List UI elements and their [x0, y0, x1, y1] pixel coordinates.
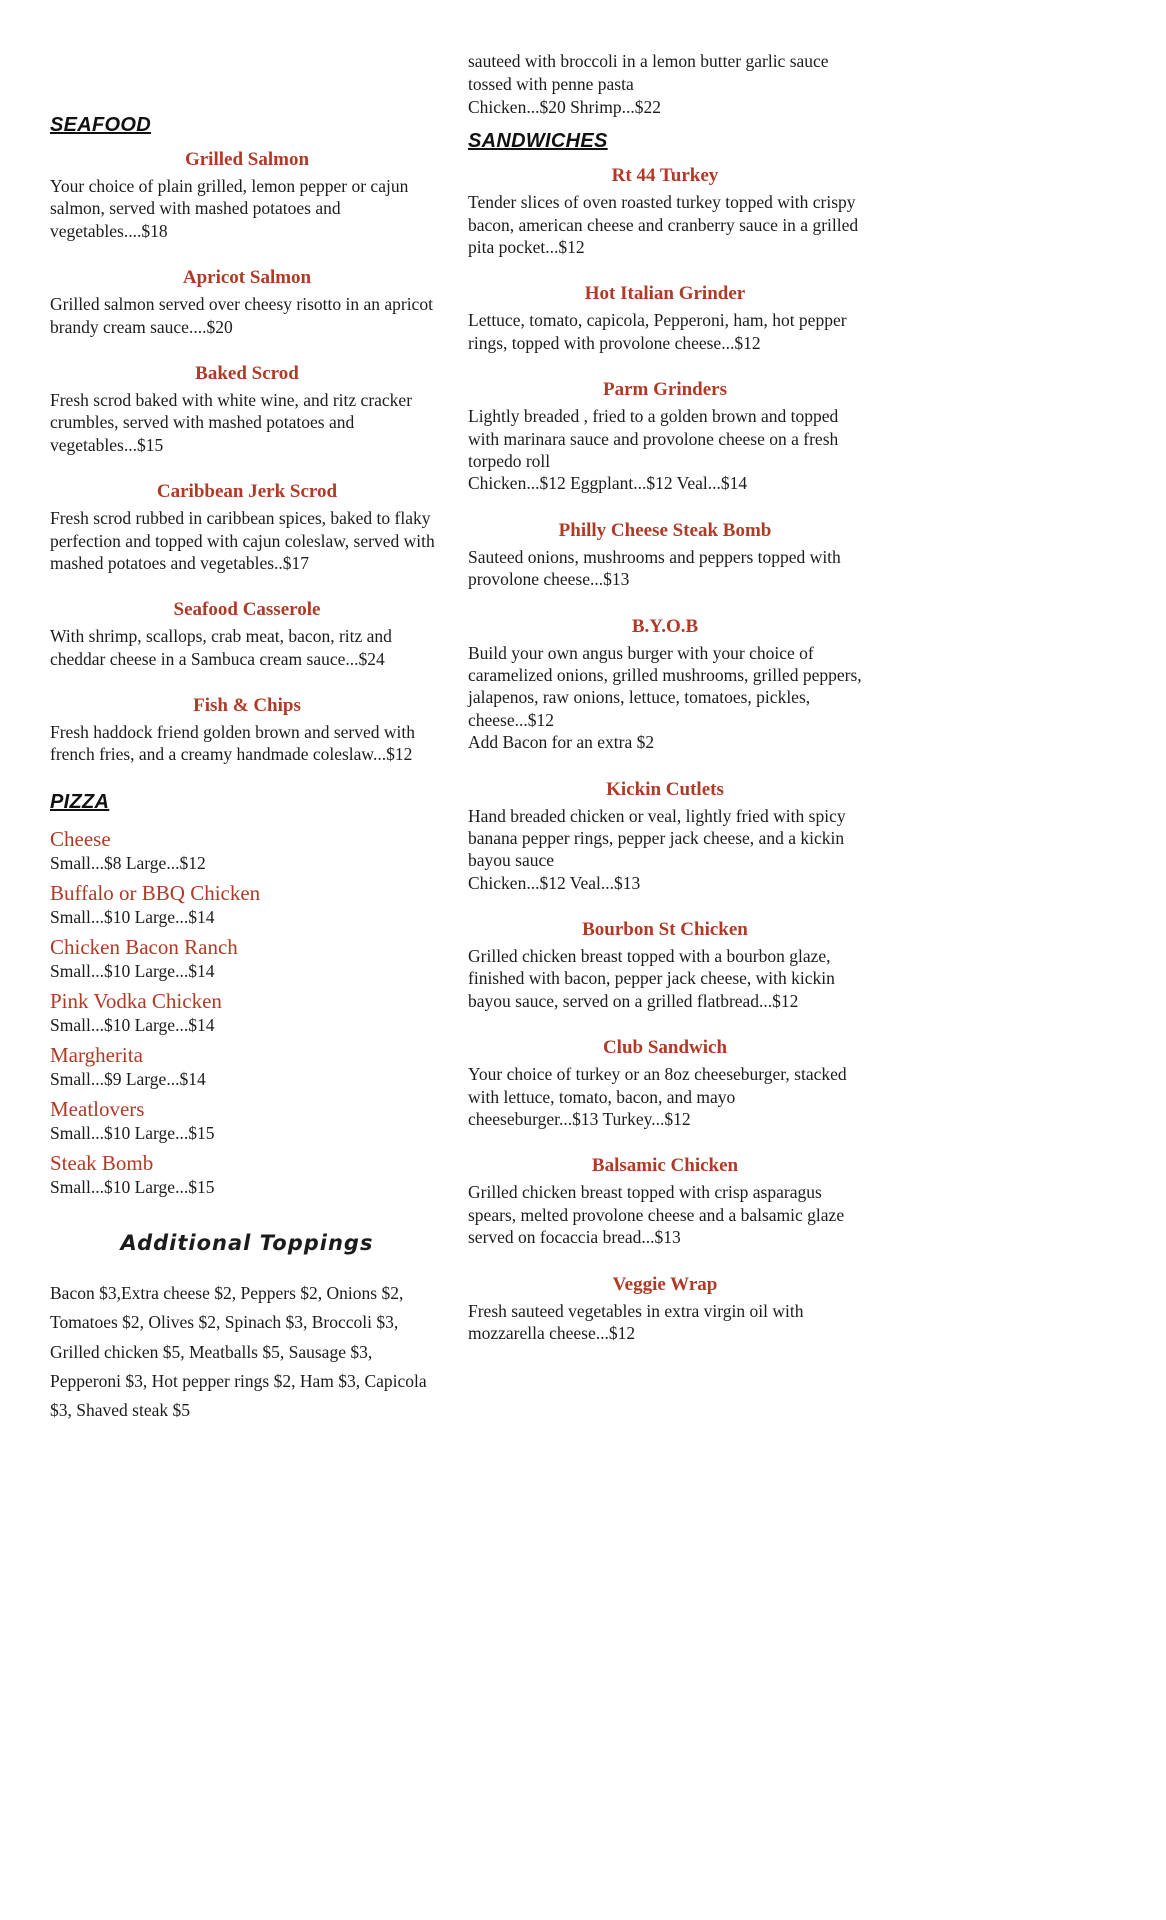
- menu-item: [50, 363, 444, 456]
- pizza-item: [50, 880, 444, 929]
- pizza-name: Margherita: [50, 1042, 143, 1067]
- item-description: Build your own angus burger with your choice of caramelized onions, grilled mushrooms, grilled peppers, jalapenos, raw onions, lettuce, tomatoes, pickles, cheese...$12: [468, 642, 862, 730]
- item-description: Fresh scrod rubbed in caribbean spices, baked to flaky perfection and topped with cajun coleslaw, served with mashed potatoes and vegetables..$17: [50, 508, 435, 573]
- pizza-item: [50, 934, 444, 983]
- pizza-item: [50, 1150, 444, 1199]
- section-heading: PIZZA: [50, 790, 110, 813]
- pizza-name: Meatlovers: [50, 1096, 145, 1121]
- menu-item: [468, 1274, 862, 1345]
- item-title: Apricot Salmon: [182, 267, 312, 289]
- item-description: Your choice of plain grilled, lemon pepper or cajun salmon, served with mashed potatoes and vegetables....$18: [50, 176, 409, 241]
- menu-item: [468, 919, 862, 1012]
- pizza-sizes: Small...$10 Large...$14: [50, 907, 215, 928]
- script-heading: Additional Toppings: [120, 1230, 374, 1255]
- item-description: Grilled salmon served over cheesy risotto in an apricot brandy cream sauce....$20: [50, 294, 433, 337]
- pizza-sizes: Small...$8 Large...$12: [50, 853, 206, 874]
- menu-item: [50, 599, 444, 670]
- pizza-name: Chicken Bacon Ranch: [50, 934, 238, 959]
- item-title: Baked Scrod: [195, 362, 299, 384]
- pizza-sizes: Small...$10 Large...$15: [50, 1123, 215, 1144]
- paragraph-price-line: Chicken...$20 Shrimp...$22: [468, 96, 661, 117]
- menu-item: [468, 283, 862, 354]
- pizza-name: Cheese: [50, 826, 111, 851]
- menu-column-left: [50, 112, 444, 1438]
- menu-item: [468, 520, 862, 591]
- item-title: Balsamic Chicken: [591, 1155, 739, 1177]
- item-title: Club Sandwich: [602, 1037, 728, 1059]
- menu-column-right: [468, 50, 862, 1369]
- item-title: Caribbean Jerk Scrod: [156, 481, 338, 503]
- item-title: Grilled Salmon: [184, 149, 310, 170]
- paragraph-text: Bacon $3,Extra cheese $2, Peppers $2, Onions $2, Tomatoes $2, Olives $2, Spinach $3, Broccoli $3, Grilled chicken $5, Meatballs $5, Sausage $3, Pepperoni $3, Hot pepper rings $2, Ham $3, Capicola $3, Shaved steak $5: [50, 1282, 427, 1421]
- paragraph: [468, 50, 862, 118]
- item-description: Grilled chicken breast topped with a bourbon glaze, finished with bacon, pepper jack cheese, with kickin bayou sauce, served on a grilled flatbread...$12: [468, 946, 835, 1011]
- menu-item: [50, 695, 444, 766]
- pizza-name: Buffalo or BBQ Chicken: [50, 880, 261, 905]
- pizza-sizes: Small...$10 Large...$14: [50, 1015, 215, 1036]
- menu-item: [468, 616, 862, 754]
- pizza-sizes: Small...$9 Large...$14: [50, 1069, 206, 1090]
- item-description: Fresh scrod baked with white wine, and ritz cracker crumbles, served with mashed potatoes and vegetables...$15: [50, 389, 413, 455]
- menu-item: [50, 267, 444, 338]
- item-title: Philly Cheese Steak Bomb: [558, 519, 772, 541]
- menu-item: [50, 149, 444, 242]
- item-title: Seafood Casserole: [173, 599, 321, 621]
- item-description: Your choice of turkey or an 8oz cheeseburger, stacked with lettuce, tomato, bacon, and mayo: [468, 1064, 847, 1107]
- item-description: Lightly breaded , fried to a golden brown and topped with marinara sauce and provolone cheese on a fresh torpedo roll: [468, 406, 839, 471]
- item-title: Bourbon St Chicken: [582, 919, 748, 941]
- menu-item: [468, 379, 862, 495]
- item-price-line: Chicken...$12 Veal...$13: [468, 872, 641, 893]
- item-price-line: cheeseburger...$13 Turkey...$12: [468, 1109, 691, 1130]
- section-heading: SEAFOOD: [50, 114, 151, 136]
- pizza-item: [50, 826, 444, 875]
- item-title: Hot Italian Grinder: [584, 283, 746, 305]
- item-description: Fresh haddock friend golden brown and served with french fries, and a creamy handmade coleslaw...$12: [50, 722, 415, 765]
- paragraph-text: sauteed with broccoli in a lemon butter garlic sauce tossed with penne pasta: [468, 51, 829, 94]
- section-heading: SANDWICHES: [468, 130, 608, 153]
- item-title: B.Y.O.B: [631, 615, 699, 637]
- menu-item: [468, 1037, 862, 1130]
- menu-item: [50, 481, 444, 574]
- item-description: Tender slices of oven roasted turkey topped with crispy bacon, american cheese and cranberry sauce in a grilled pita pocket...$12: [468, 192, 859, 258]
- menu-item: [468, 1155, 862, 1248]
- item-description: With shrimp, scallops, crab meat, bacon, ritz and cheddar cheese in a Sambuca cream sauce...$24: [50, 626, 392, 669]
- pizza-name: Steak Bomb: [50, 1150, 154, 1175]
- item-description: Lettuce, tomato, capicola, Pepperoni, ham, hot pepper rings, topped with provolone cheese...$12: [468, 310, 847, 353]
- item-description: Grilled chicken breast topped with crisp asparagus spears, melted provolone cheese and a balsamic glaze served on focaccia bread...$13: [468, 1182, 845, 1248]
- pizza-item: [50, 988, 444, 1037]
- pizza-item: [50, 1096, 444, 1145]
- item-title: Kickin Cutlets: [606, 778, 724, 800]
- pizza-item: [50, 1042, 444, 1091]
- item-title: Veggie Wrap: [612, 1273, 718, 1295]
- pizza-sizes: Small...$10 Large...$14: [50, 961, 215, 982]
- pizza-name: Pink Vodka Chicken: [50, 988, 222, 1013]
- item-price-line: Chicken...$12 Eggplant...$12 Veal...$14: [468, 473, 748, 494]
- item-price-line: Add Bacon for an extra $2: [468, 732, 655, 753]
- paragraph: [50, 1279, 444, 1426]
- item-description: Fresh sauteed vegetables in extra virgin oil with mozzarella cheese...$12: [468, 1300, 804, 1343]
- item-title: Parm Grinders: [602, 379, 727, 401]
- item-description: Sauteed onions, mushrooms and peppers topped with provolone cheese...$13: [468, 546, 841, 590]
- pizza-sizes: Small...$10 Large...$15: [50, 1177, 215, 1198]
- item-description: Hand breaded chicken or veal, lightly fried with spicy banana pepper rings, pepper jack cheese, and a kickin bayou sauce: [468, 805, 846, 871]
- menu-item: [468, 779, 862, 895]
- menu-item: [468, 165, 862, 258]
- item-title: Fish & Chips: [193, 695, 301, 717]
- item-title: Rt 44 Turkey: [611, 165, 719, 187]
